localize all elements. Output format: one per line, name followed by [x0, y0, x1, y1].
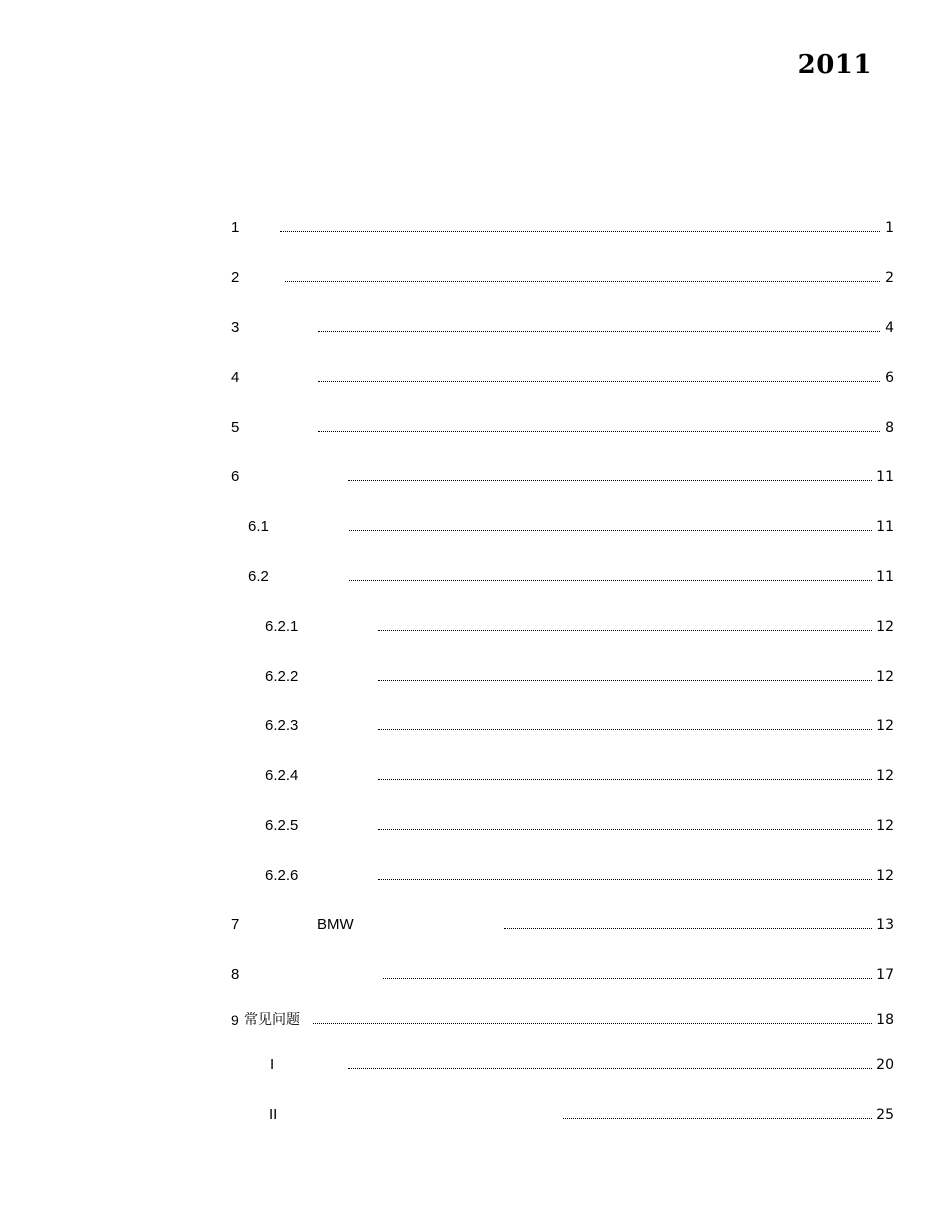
toc-entry-number: 6.2.1: [265, 618, 299, 635]
toc-entry-page: 18: [876, 1012, 894, 1028]
toc-entry[interactable]: [0, 963, 950, 987]
toc-entry-number: 6.2.6: [265, 867, 299, 884]
toc-entry-page: 4: [885, 320, 894, 336]
toc-entry-page: 17: [876, 967, 894, 983]
toc-entry-label: 常见问题: [244, 1012, 300, 1028]
toc-leader-dots: [318, 381, 880, 382]
toc-entry[interactable]: [0, 764, 950, 788]
toc-entry[interactable]: [0, 615, 950, 639]
toc-leader-dots: [504, 928, 872, 929]
toc-entry-page: 12: [876, 818, 894, 834]
toc-leader-dots: [348, 1068, 872, 1069]
toc-entry-number: 6.2.2: [265, 668, 299, 685]
toc-leader-dots: [318, 431, 880, 432]
toc-entry-page: 1: [885, 220, 894, 236]
toc-entry[interactable]: [0, 1008, 950, 1032]
toc-leader-dots: [313, 1023, 872, 1024]
toc-entry-number: 5: [231, 419, 240, 436]
toc-entry-page: 12: [876, 669, 894, 685]
toc-entry-number: 2: [231, 269, 240, 286]
toc-entry-page: 12: [876, 868, 894, 884]
toc-entry[interactable]: [0, 1103, 950, 1127]
toc-entry-page: 12: [876, 619, 894, 635]
document-year: 2011: [797, 50, 872, 80]
toc-entry[interactable]: [0, 366, 950, 390]
toc-entry-page: 11: [876, 569, 894, 585]
toc-entry-number: 8: [231, 966, 240, 983]
toc-entry-number: 6.2.5: [265, 817, 299, 834]
toc-entry-number: 9: [231, 1012, 239, 1028]
toc-entry-number: 6: [231, 468, 240, 485]
toc-leader-dots: [378, 829, 872, 830]
toc-entry[interactable]: [0, 714, 950, 738]
toc-entry[interactable]: [0, 913, 950, 937]
toc-entry-number: 4: [231, 369, 240, 386]
toc-entry-number: 1: [231, 219, 240, 236]
toc-leader-dots: [563, 1118, 872, 1119]
toc-entry[interactable]: [0, 665, 950, 689]
toc-leader-dots: [349, 580, 872, 581]
toc-entry-number: 6.2: [248, 568, 269, 585]
toc-entry-page: 20: [876, 1057, 894, 1073]
toc-entry-page: 11: [876, 469, 894, 485]
toc-entry[interactable]: [0, 565, 950, 589]
toc-leader-dots: [280, 231, 880, 232]
toc-entry[interactable]: [0, 316, 950, 340]
toc-entry-number: I: [270, 1056, 275, 1073]
toc-entry[interactable]: [0, 1053, 950, 1077]
toc-entry[interactable]: [0, 266, 950, 290]
toc-entry-number: 6.1: [248, 518, 269, 535]
toc-entry-number: 6.2.4: [265, 767, 299, 784]
toc-leader-dots: [349, 530, 872, 531]
toc-entry-number: 6.2.3: [265, 717, 299, 734]
toc-leader-dots: [285, 281, 880, 282]
toc-entry[interactable]: [0, 515, 950, 539]
toc-entry[interactable]: [0, 416, 950, 440]
toc-entry-page: 25: [876, 1107, 894, 1123]
toc-entry[interactable]: [0, 216, 950, 240]
toc-leader-dots: [378, 729, 872, 730]
toc-leader-dots: [348, 480, 872, 481]
toc-entry[interactable]: [0, 864, 950, 888]
toc-entry-page: 6: [885, 370, 894, 386]
toc-leader-dots: [318, 331, 880, 332]
toc-entry-page: 8: [885, 420, 894, 436]
toc-entry-page: 12: [876, 768, 894, 784]
toc-entry-page: 12: [876, 718, 894, 734]
toc-entry-page: 11: [876, 519, 894, 535]
toc-entry[interactable]: [0, 814, 950, 838]
toc-leader-dots: [378, 680, 872, 681]
toc-leader-dots: [383, 978, 872, 979]
toc-leader-dots: [378, 879, 872, 880]
toc-entry-page: 13: [876, 917, 894, 933]
toc-entry-page: 2: [885, 270, 894, 286]
toc-entry[interactable]: [0, 465, 950, 489]
toc-leader-dots: [378, 779, 872, 780]
toc-leader-dots: [378, 630, 872, 631]
toc-entry-number: II: [269, 1106, 278, 1123]
toc-entry-number: 7: [231, 916, 240, 933]
toc-entry-number: 3: [231, 319, 240, 336]
toc-entry-label: BMW: [317, 916, 354, 933]
